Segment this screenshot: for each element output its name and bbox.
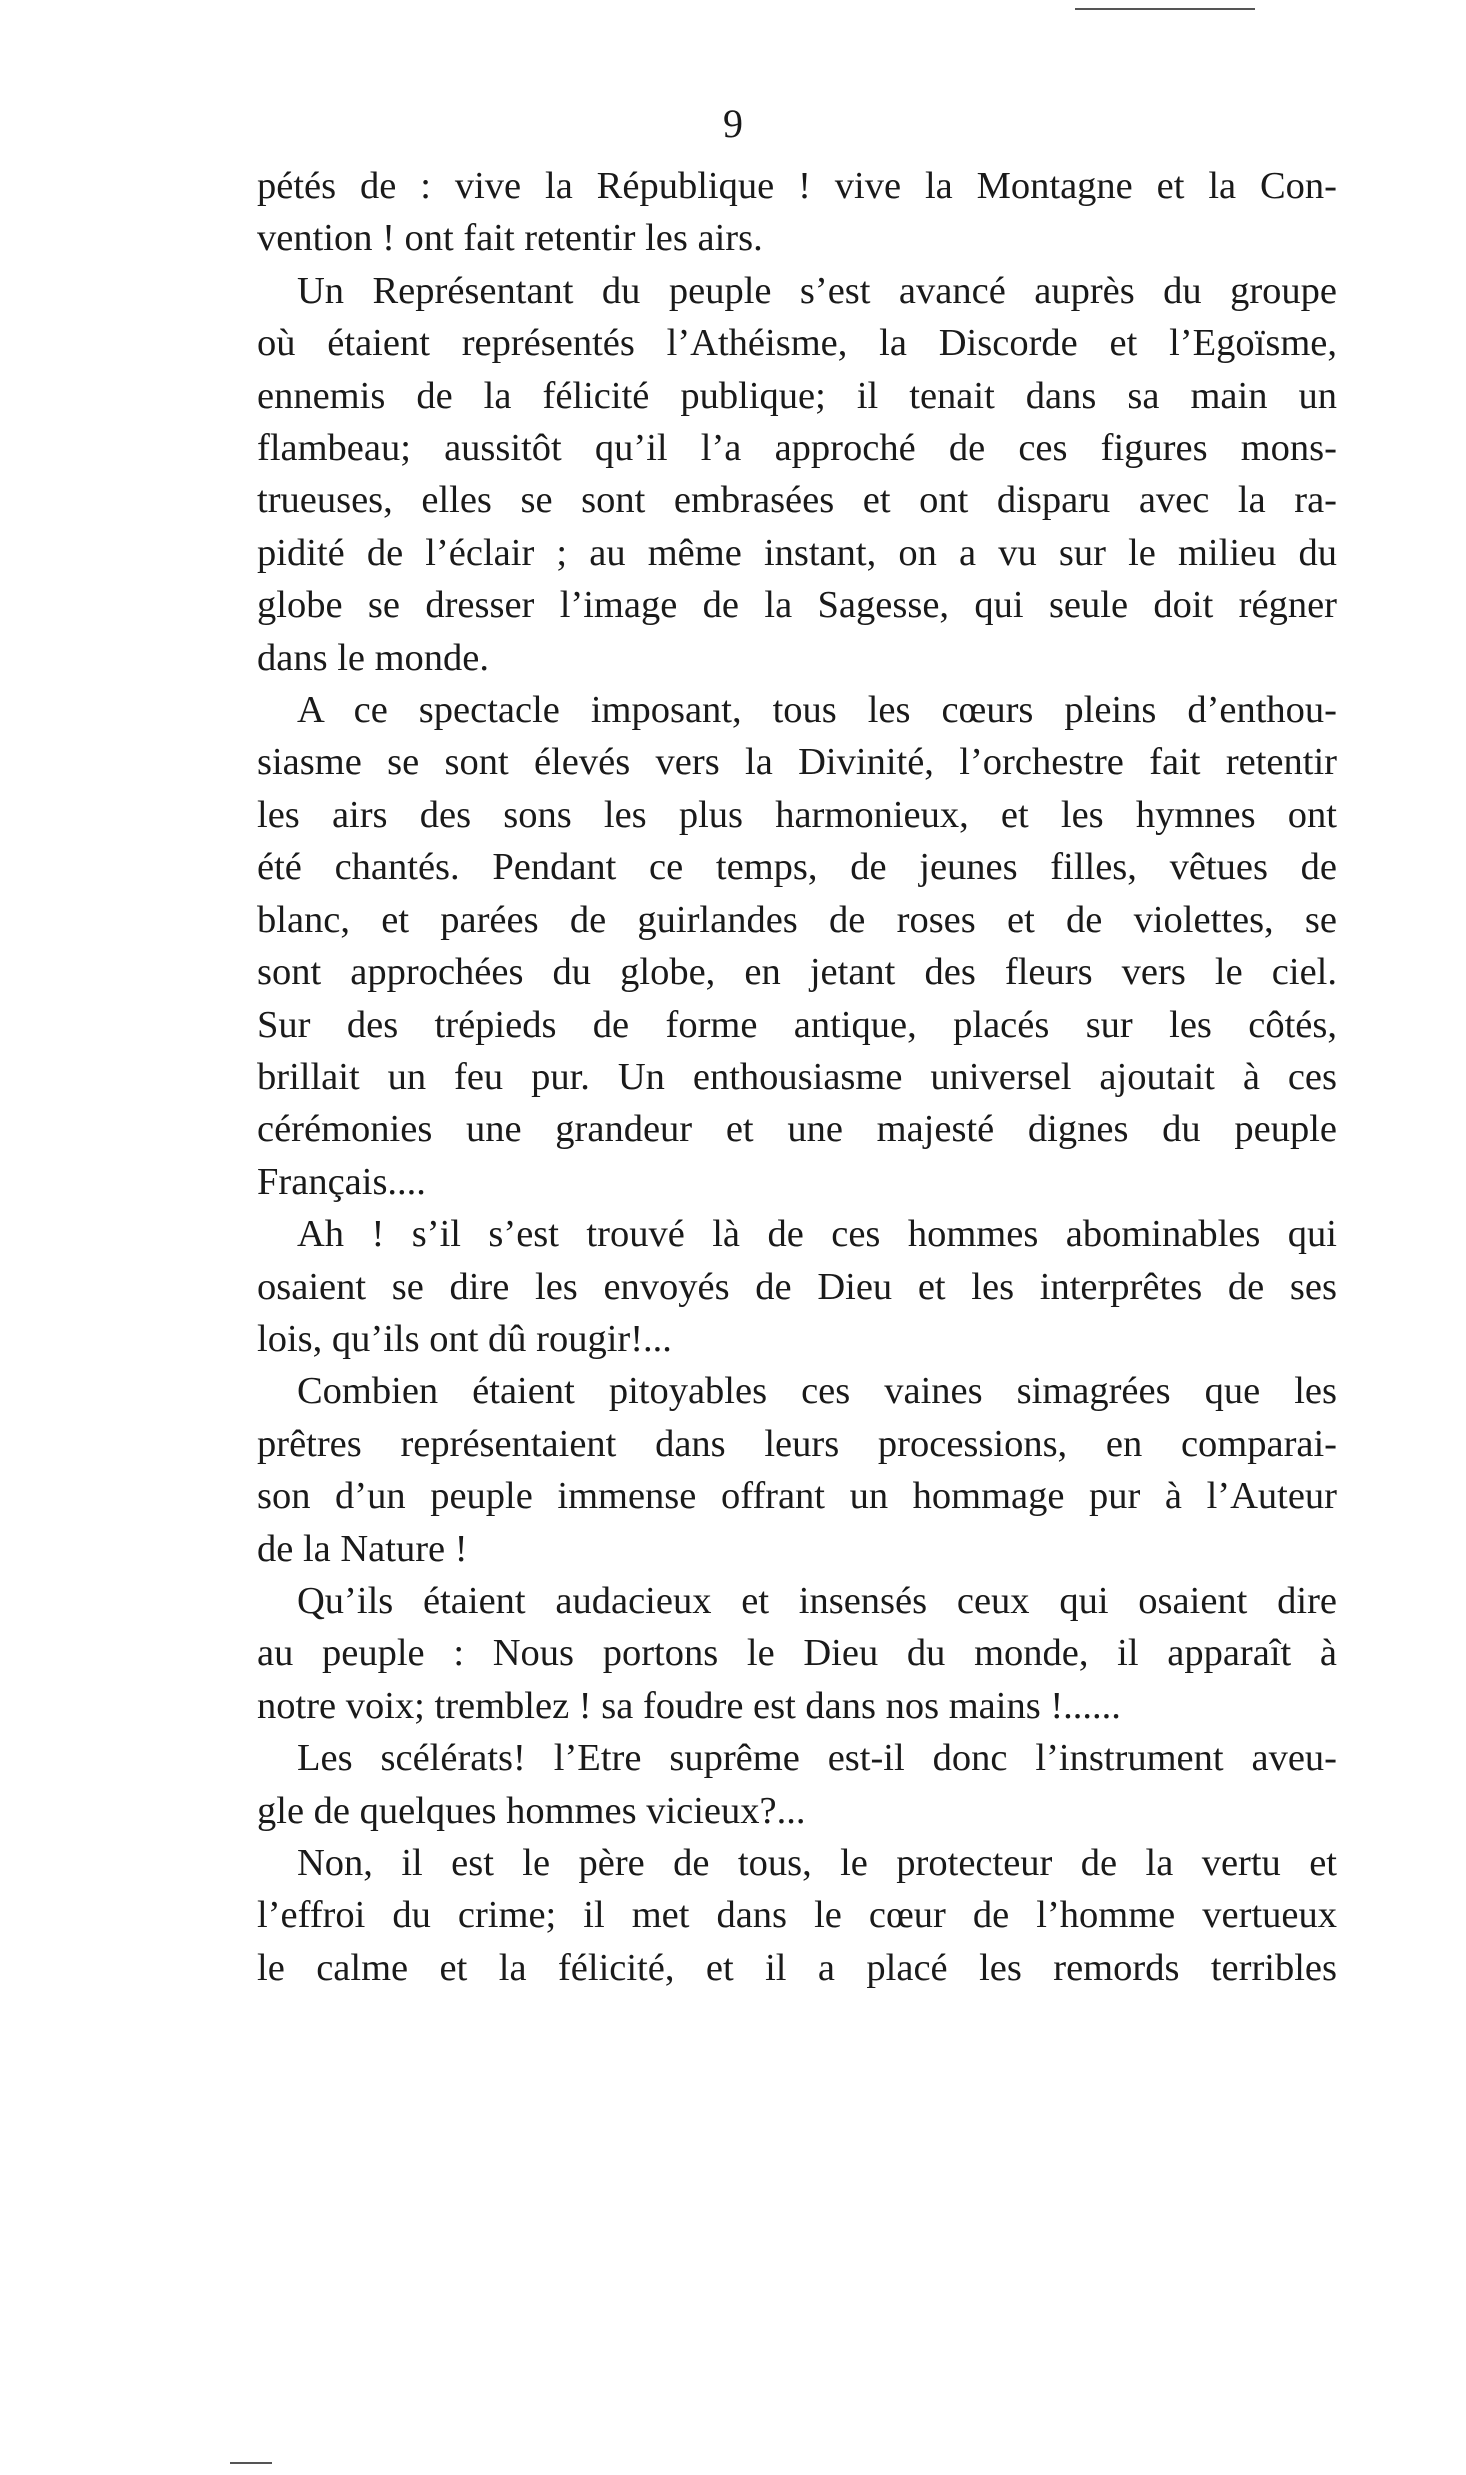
text-line: gle de quelques hommes vicieux?... [257,1789,806,1832]
text-line: son d’un peuple immense offrant un hommage pur à l’Auteur [257,1475,1337,1518]
scan-mark-top [1075,8,1255,10]
text-line: Sur des trépieds de forme antique, placés sur les côtés, [257,1003,1337,1046]
text-line: Les scélérats! l’Etre suprême est-il donc l’instrument aveu- [297,1737,1337,1780]
text-line: au peuple : Nous portons le Dieu du monde, il apparaît à [257,1632,1337,1675]
text-line: ennemis de la félicité publique; il tenait dans sa main un [257,374,1337,417]
scan-mark-bottom [230,2462,272,2464]
text-line: vention ! ont fait retentir les airs. [257,217,763,260]
text-line: de la Nature ! [257,1527,468,1570]
text-line: l’effroi du crime; il met dans le cœur de l’homme vertueux [257,1894,1337,1937]
text-line: lois, qu’ils ont dû rougir!... [257,1317,672,1360]
text-line: pétés de : vive la République ! vive la Montagne et la Con- [257,165,1337,207]
text-line: le calme et la félicité, et il a placé les remords terribles [257,1946,1337,1989]
text-line: Français.... [257,1160,426,1203]
text-line: Un Représentant du peuple s’est avancé auprès du groupe [297,269,1337,312]
text-line: où étaient représentés l’Athéisme, la Discorde et l’Egoïsme, [257,322,1337,365]
text-line: flambeau; aussitôt qu’il l’a approché de ces figures mons- [257,427,1337,470]
text-line: prêtres représentaient dans leurs processions, en comparai- [257,1422,1337,1465]
text-line: cérémonies une grandeur et une majesté dignes du peuple [257,1108,1337,1151]
text-line: Ah ! s’il s’est trouvé là de ces hommes abominables qui [297,1213,1337,1256]
text-line: osaient se dire les envoyés de Dieu et les interprêtes de ses [257,1265,1337,1308]
text-line: notre voix; tremblez ! sa foudre est dans nos mains !...... [257,1684,1121,1727]
text-line: sont approchées du globe, en jetant des fleurs vers le ciel. [257,951,1337,994]
text-line: blanc, et parées de guirlandes de roses et de violettes, se [257,898,1337,941]
text-line: pidité de l’éclair ; au même instant, on a vu sur le milieu du [257,531,1337,574]
text-line: été chantés. Pendant ce temps, de jeunes filles, vêtues de [257,846,1337,889]
text-line: A ce spectacle imposant, tous les cœurs pleins d’enthou- [297,689,1337,732]
text-line: Combien étaient pitoyables ces vaines simagrées que les [297,1370,1337,1413]
text-line: Qu’ils étaient audacieux et insensés ceux qui osaient dire [297,1579,1337,1622]
body-text [257,160,1337,1994]
text-line: globe se dresser l’image de la Sagesse, qui seule doit régner [257,584,1337,627]
text-line: brillait un feu pur. Un enthousiasme universel ajoutait à ces [257,1055,1337,1098]
text-line: Non, il est le père de tous, le protecteur de la vertu et [297,1842,1337,1884]
text-line: les airs des sons les plus harmonieux, et les hymnes ont [257,793,1337,836]
page-number: 9 [723,101,743,146]
text-line: dans le monde. [257,636,490,679]
text-line: siasme se sont élevés vers la Divinité, l’orchestre fait retentir [257,741,1337,784]
text-line: trueuses, elles se sont embrasées et ont disparu avec la ra- [257,479,1337,522]
